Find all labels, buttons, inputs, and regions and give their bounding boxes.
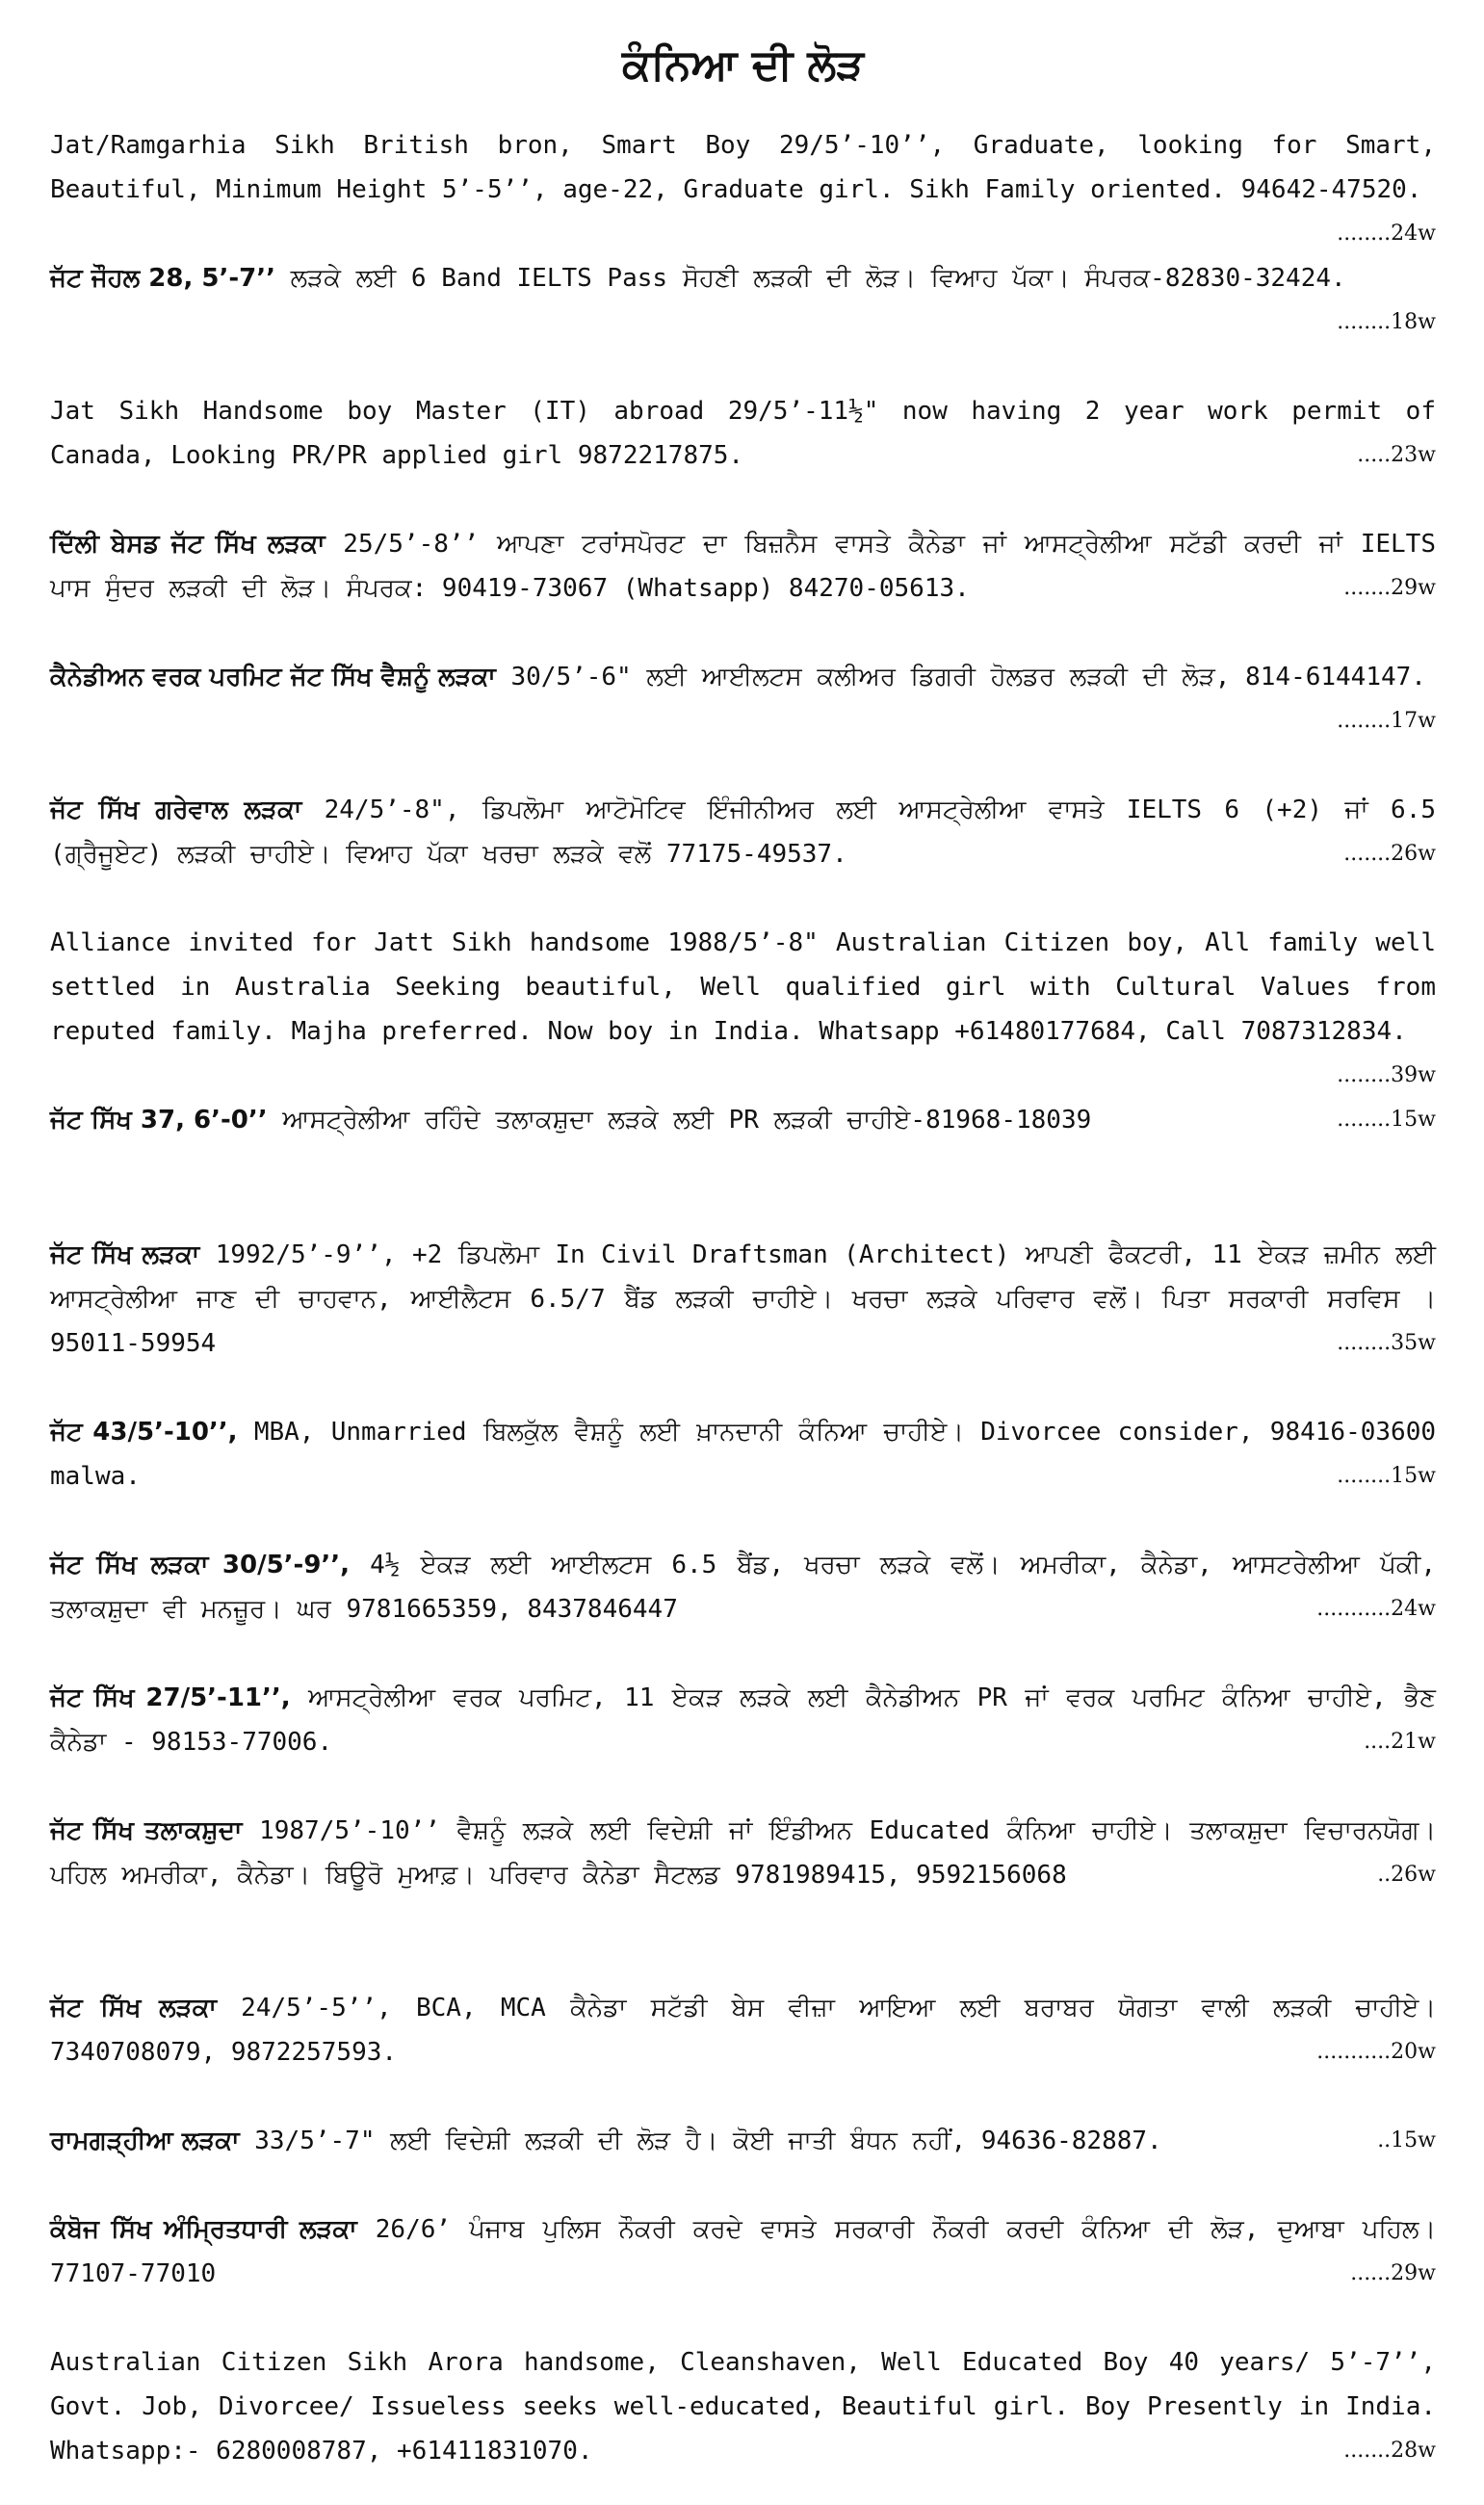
ad-body: Jat Sikh Handsome boy Master (IT) abroad 29/5’-11½" now having 2 year work permit of Canada, Looking PR/PR applied girl 9872217875. bbox=[50, 397, 1436, 470]
ad-body: 24/5’-8", ਡਿਪਲੋਮਾ ਆਟੋਮੋਟਿਵ ਇੰਜੀਨੀਅਰ ਲਈ ਆਸਟ੍ਰੇਲੀਆ ਵਾਸਤੇ IELTS 6 (+2) ਜਾਂ 6.5 (ਗ੍ਰੈਜੂਏਟ) ਲੜਕੀ ਚਾਹੀਏ। ਵਿਆਹ ਪੱਕਾ ਖਰਚਾ ਲੜਕੇ ਵਲੋਂ 77175-49537. bbox=[50, 796, 1436, 869]
ad-code: .......28w bbox=[1343, 2439, 1436, 2463]
page-title: ਕੰਨਿਆ ਦੀ ਲੋੜ bbox=[621, 40, 865, 90]
ad-code: .......26w bbox=[1343, 842, 1436, 866]
ad-code: ..26w bbox=[1377, 1863, 1436, 1887]
ad-body: Alliance invited for Jatt Sikh handsome 1988/5’-8" Australian Citizen boy, All family well settled in Australia Seeking beautiful, Well qualified girl with Cultural Values from reputed family. Majha preferred. Now boy in India. Whatsapp +61480177684, Call 7087312834. bbox=[50, 928, 1436, 1046]
ad-body: 33/5’-7" ਲਈ ਵਿਦੇਸ਼ੀ ਲੜਕੀ ਦੀ ਲੋੜ ਹੈ। ਕੋਈ ਜਾਤੀ ਬੰਧਨ ਨਹੀਂ, 94636-82887. bbox=[239, 2127, 1162, 2155]
ad-lead: ਜੱਟ ਸਿੱਖ ਲੜਕਾ bbox=[50, 1240, 200, 1269]
ad-4 bbox=[50, 522, 1436, 611]
ad-lead: ਜੱਟ ਸਿੱਖ 27/5’-11’’, bbox=[50, 1683, 291, 1712]
ad-code: ...........20w bbox=[1316, 2040, 1436, 2064]
ad-code: ........35w bbox=[1337, 1331, 1436, 1355]
ad-lead: ਜੱਟ 43/5’-10’’, bbox=[50, 1418, 238, 1447]
ad-body: ਆਸਟ੍ਰੇਲੀਆ ਰਹਿੰਦੇ ਤਲਾਕਸ਼ੁਦਾ ਲੜਕੇ ਲਈ PR ਲੜਕੀ ਚਾਹੀਏ-81968-18039 bbox=[267, 1106, 1092, 1135]
ad-lead: ਕੈਨੇਡੀਅਨ ਵਰਕ ਪਰਮਿਟ ਜੱਟ ਸਿੱਖ ਵੈਸ਼ਨੂੰ ਲੜਕਾ bbox=[50, 663, 496, 691]
ad-code: .......29w bbox=[1343, 576, 1436, 600]
ad-lead: ਜੱਟ ਸਿੱਖ ਲੜਕਾ bbox=[50, 1994, 217, 2022]
ad-lead: ਦਿੱਲੀ ਬੇਸਡ ਜੱਟ ਸਿੱਖ ਲੜਕਾ bbox=[50, 530, 325, 559]
ad-15 bbox=[50, 2119, 1436, 2163]
ad-code: .....23w bbox=[1357, 443, 1436, 467]
ad-code: ........18w bbox=[1337, 310, 1436, 334]
ad-body: 1987/5’-10’’ ਵੈਸ਼ਨੂੰ ਲੜਕੇ ਲਈ ਵਿਦੇਸ਼ੀ ਜਾਂ ਇੰਡੀਅਨ Educated ਕੰਨਿਆ ਚਾਹੀਏ। ਤਲਾਕਸ਼ੁਦਾ ਵਿਚਾਰਨਯੋਗ। ਪਹਿਲ ਅਮਰੀਕਾ, ਕੈਨੇਡਾ। ਬਿਊਰੋ ਮੁਆਫ਼। ਪਰਿਵਾਰ ਕੈਨੇਡਾ ਸੈਟਲਡ 9781989415, 9592156068 bbox=[50, 1816, 1436, 1890]
ad-8 bbox=[50, 1098, 1436, 1142]
ad-lead: ਜੱਟ ਸਿੱਖ ਲੜਕਾ 30/5’-9’’, bbox=[50, 1551, 351, 1579]
ad-code: ......29w bbox=[1350, 2261, 1436, 2285]
ad-7 bbox=[50, 921, 1436, 1098]
ad-body: Jat/Ramgarhia Sikh British bron, Smart Boy 29/5’-10’’, Graduate, looking for Smart, Beautiful, Minimum Height 5’-5’’, age-22, Graduate girl. Sikh Family oriented. 94642-47520. bbox=[50, 131, 1436, 204]
ad-lead: ਜੱਟ ਜੌਹਲ 28, 5’-7’’ bbox=[50, 264, 275, 293]
ad-3 bbox=[50, 389, 1436, 478]
ad-6 bbox=[50, 788, 1436, 876]
ad-body: 30/5’-6" ਲਈ ਆਈਲਟਸ ਕਲੀਅਰ ਡਿਗਰੀ ਹੋਲਡਰ ਲੜਕੀ ਦੀ ਲੋੜ, 814-6144147. bbox=[495, 663, 1426, 691]
ad-body: 25/5’-8’’ ਆਪਣਾ ਟਰਾਂਸਪੋਰਟ ਦਾ ਬਿਜ਼ਨੈਸ ਵਾਸਤੇ ਕੈਨੇਡਾ ਜਾਂ ਆਸਟ੍ਰੇਲੀਆ ਸਟੱਡੀ ਕਰਦੀ ਜਾਂ IELTS ਪਾਸ ਸੁੰਦਰ ਲੜਕੀ ਦੀ ਲੋੜ। ਸੰਪਰਕ: 90419-73067 (Whatsapp) 84270-05613. bbox=[50, 530, 1436, 603]
ad-12 bbox=[50, 1676, 1436, 1764]
ad-body: 4½ ਏਕੜ ਲਈ ਆਈਲਟਸ 6.5 ਬੈਂਡ, ਖਰਚਾ ਲੜਕੇ ਵਲੋਂ। ਅਮਰੀਕਾ, ਕੈਨੇਡਾ, ਆਸਟਰੇਲੀਆ ਪੱਕੀ, ਤਲਾਕਸ਼ੁਦਾ ਵੀ ਮਨਜ਼ੂਰ। ਘਰ 9781665359, 8437846447 bbox=[50, 1551, 1436, 1624]
ad-11 bbox=[50, 1543, 1436, 1631]
ad-13 bbox=[50, 1809, 1436, 1897]
ad-14 bbox=[50, 1986, 1436, 2074]
ad-lead: ਜੱਟ ਸਿੱਖ 37, 6’-0’’ bbox=[50, 1106, 268, 1135]
ad-5 bbox=[50, 655, 1436, 744]
ad-code: ........15w bbox=[1337, 1108, 1436, 1132]
ad-body: MBA, Unmarried ਬਿਲਕੁੱਲ ਵੈਸ਼ਨੂੰ ਲਈ ਖ਼ਾਨਦਾਨੀ ਕੰਨਿਆ ਚਾਹੀਏ। Divorcee consider, 98416-03600 malwa. bbox=[50, 1418, 1436, 1491]
ad-16 bbox=[50, 2207, 1436, 2296]
ad-lead: ਜੱਟ ਸਿੱਖ ਗਰੇਵਾਲ ਲੜਕਾ bbox=[50, 796, 302, 824]
ad-code: ........17w bbox=[1337, 709, 1436, 733]
ad-body: 1992/5’-9’’, +2 ਡਿਪਲੋਮਾ In Civil Draftsman (Architect) ਆਪਣੀ ਫੈਕਟਰੀ, 11 ਏਕੜ ਜ਼ਮੀਨ ਲਈ ਆਸਟ੍ਰੇਲੀਆ ਜਾਣ ਦੀ ਚਾਹਵਾਨ, ਆਈਲੈਟਸ 6.5/7 ਬੈਂਡ ਲੜਕੀ ਚਾਹੀਏ। ਖਰਚਾ ਲੜਕੇ ਪਰਿਵਾਰ ਵਲੋਂ। ਪਿਤਾ ਸਰਕਾਰੀ ਸਰਵਿਸ ।95011-59954 bbox=[50, 1240, 1436, 1358]
ad-10 bbox=[50, 1410, 1436, 1499]
ad-code: ........15w bbox=[1337, 1464, 1436, 1488]
ad-9 bbox=[50, 1233, 1436, 1366]
ad-1 bbox=[50, 123, 1436, 256]
ad-code: ...........24w bbox=[1316, 1597, 1436, 1621]
ad-body: 24/5’-5’’, BCA, MCA ਕੈਨੇਡਾ ਸਟੱਡੀ ਬੇਸ ਵੀਜ਼ਾ ਆਇਆ ਲਈ ਬਰਾਬਰ ਯੋਗਤਾ ਵਾਲੀ ਲੜਕੀ ਚਾਹੀਏ। 7340708079, 9872257593. bbox=[50, 1994, 1436, 2067]
ad-body: ਲੜਕੇ ਲਈ 6 Band IELTS Pass ਸੋਹਣੀ ਲੜਕੀ ਦੀ ਲੋੜ। ਵਿਆਹ ਪੱਕਾ। ਸੰਪਰਕ-82830-32424. bbox=[274, 264, 1346, 293]
ad-lead: ਕੰਬੋਜ ਸਿੱਖ ਅੰਮ੍ਰਿਤਧਾਰੀ ਲੜਕਾ bbox=[50, 2215, 357, 2244]
ad-body: ਆਸਟ੍ਰੇਲੀਆ ਵਰਕ ਪਰਮਿਟ, 11 ਏਕੜ ਲੜਕੇ ਲਈ ਕੈਨੇਡੀਅਨ PR ਜਾਂ ਵਰਕ ਪਰਮਿਟ ਕੰਨਿਆ ਚਾਹੀਏ, ਭੈਣ ਕੈਨੇਡਾ - 98153-77006. bbox=[50, 1683, 1436, 1757]
ad-2 bbox=[50, 256, 1436, 345]
ad-code: ........39w bbox=[1337, 1063, 1436, 1087]
ad-code: ....21w bbox=[1364, 1730, 1436, 1754]
ad-code: ........24w bbox=[1337, 222, 1436, 246]
ad-code: ..15w bbox=[1377, 2128, 1436, 2153]
ad-17 bbox=[50, 2340, 1436, 2473]
ad-lead: ਜੱਟ ਸਿੱਖ ਤਲਾਕਸ਼ੁਦਾ bbox=[50, 1816, 243, 1845]
ad-body: 26/6’ ਪੰਜਾਬ ਪੁਲਿਸ ਨੌਕਰੀ ਕਰਦੇ ਵਾਸਤੇ ਸਰਕਾਰੀ ਨੌਕਰੀ ਕਰਦੀ ਕੰਨਿਆ ਦੀ ਲੋੜ, ਦੁਆਬਾ ਪਹਿਲ। 77107-77010 bbox=[50, 2215, 1436, 2288]
ad-lead: ਰਾਮਗੜ੍ਹੀਆ ਲੜਕਾ bbox=[50, 2127, 240, 2155]
ad-body: Australian Citizen Sikh Arora handsome, Cleanshaven, Well Educated Boy 40 years/ 5’-7’’, Govt. Job, Divorcee/ Issueless seeks well-educated, Beautiful girl. Boy Presently in India. Whatsapp:- 6280008787, +61411831070. bbox=[50, 2348, 1436, 2466]
